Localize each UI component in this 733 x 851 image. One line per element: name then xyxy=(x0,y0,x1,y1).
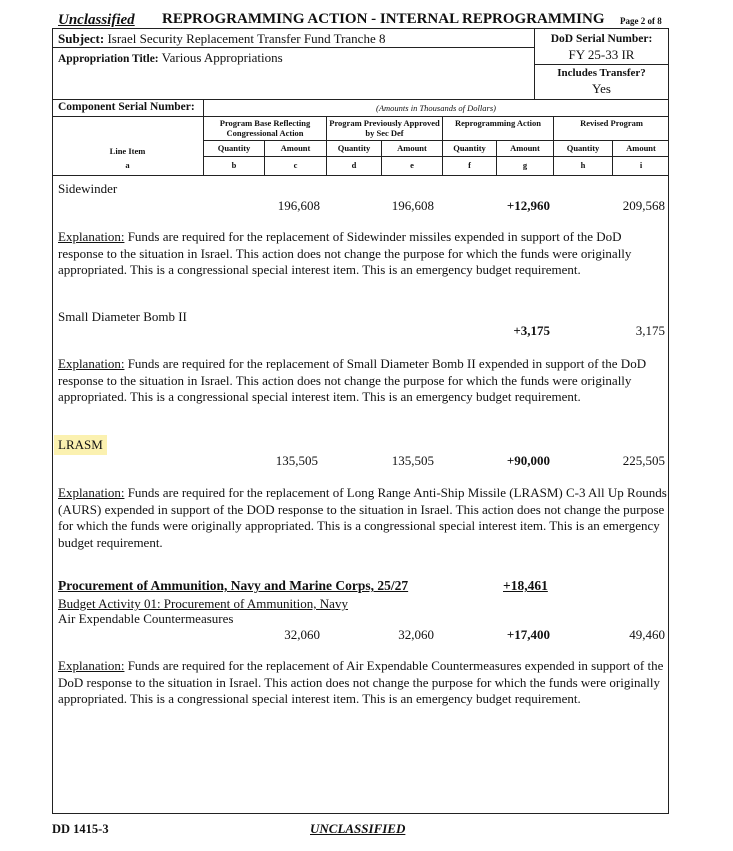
subject-value: Israel Security Replacement Transfer Fund Tranche 8 xyxy=(107,31,386,46)
divider xyxy=(52,116,669,117)
col-letter: c xyxy=(293,160,298,170)
group-header-revised: Revised Program xyxy=(580,118,643,128)
group-header-previous: Program Previously Approved by Sec Def xyxy=(329,118,440,138)
revised-amount: 49,460 xyxy=(629,627,665,642)
base-amount: 196,608 xyxy=(277,198,320,213)
explanation-label: Explanation: xyxy=(58,485,125,500)
appropriation-label: Appropriation Title: xyxy=(58,53,159,65)
revised-amount: 3,175 xyxy=(635,323,665,338)
explanation xyxy=(58,658,668,708)
section-total: +18,461 xyxy=(503,578,548,593)
explanation-text: Funds are required for the replacement of Long Range Anti-Ship Missile (LRASM) C-3 All Up Rounds (AURS) expended in support of the DOD response to the situation in Israel. This action does not change the purpose for which the funds were originally appropriated. This is a congressional special interest item. This is an emergency budget requirement. xyxy=(58,485,667,550)
group-header-action: Reprogramming Action xyxy=(454,118,542,128)
divider xyxy=(52,47,534,48)
revised-amount: 225,505 xyxy=(622,453,665,468)
amounts-note: (Amounts in Thousands of Dollars) xyxy=(376,103,496,113)
budget-activity: Budget Activity 01: Procurement of Ammunition, Navy xyxy=(58,596,348,611)
divider xyxy=(534,64,669,65)
classification-top: Unclassified xyxy=(58,12,135,28)
col-header-quantity: Quantity xyxy=(566,143,600,153)
explanation-text: Funds are required for the replacement of Sidewinder missiles expended in support of the DoD response to the situation in Israel. This action does not change the purpose for which the funds were originally appropriated. This is a congressional special interest item. This is an emergency budget requirement. xyxy=(58,229,632,277)
base-amount: 32,060 xyxy=(284,627,320,642)
action-amount: +17,400 xyxy=(506,627,550,642)
col-letter: a xyxy=(125,160,130,170)
explanation-text: Funds are required for the replacement of Air Expendable Countermeasures expended in support of the DoD response to the situation in Israel. This action does not change the purpose for which the funds were originally appropriated. This is a congressional special interest item. This is an emergency budget requirement. xyxy=(58,658,664,706)
previous-amount: 196,608 xyxy=(391,198,434,213)
explanation-label: Explanation: xyxy=(58,658,125,673)
action-amount: +3,175 xyxy=(513,323,550,338)
explanation-label: Explanation: xyxy=(58,229,125,244)
explanation xyxy=(58,485,668,551)
col-header-quantity: Quantity xyxy=(337,143,371,153)
divider xyxy=(203,140,669,141)
col-letter: e xyxy=(410,160,414,170)
component-serial-label: Component Serial Number: xyxy=(58,101,195,113)
col-header-amount: Amount xyxy=(510,143,540,153)
previous-amount: 135,505 xyxy=(391,453,434,468)
col-letter: h xyxy=(580,160,586,170)
explanation-text: Funds are required for the replacement of Small Diameter Bomb II expended in support of the DoD response to the situation in Israel. This action does not change the purpose for which the funds were originally appropriated. This is a congressional special interest item. This is an emergency budget requirement. xyxy=(58,356,647,404)
explanation xyxy=(58,229,668,279)
line-item-name: Air Expendable Countermeasures xyxy=(58,611,234,626)
action-amount: +12,960 xyxy=(506,198,550,213)
col-letter: i xyxy=(639,160,643,170)
explanation-label: Explanation: xyxy=(58,356,125,371)
appropriation-value: Various Appropriations xyxy=(161,50,283,65)
previous-amount: 32,060 xyxy=(398,627,434,642)
line-item-name: Sidewinder xyxy=(58,181,118,196)
col-header-amount: Amount xyxy=(280,143,311,153)
line-item-name-highlighted: LRASM xyxy=(54,435,107,455)
col-letter: f xyxy=(468,160,471,170)
section-title: Procurement of Ammunition, Navy and Marine Corps, 25/27 xyxy=(58,578,409,593)
includes-transfer-label: Includes Transfer? xyxy=(557,67,646,79)
document-title: REPROGRAMMING ACTION - INTERNAL REPROGRAMMING xyxy=(162,11,605,27)
col-letter: g xyxy=(522,160,528,170)
divider xyxy=(52,175,669,176)
form-id: DD 1415-3 xyxy=(52,822,109,836)
revised-amount: 209,568 xyxy=(622,198,665,213)
col-letter: b xyxy=(231,160,237,170)
includes-transfer-value: Yes xyxy=(592,81,611,96)
col-header-amount: Amount xyxy=(397,143,427,153)
action-amount: +90,000 xyxy=(506,453,550,468)
appropriation-row xyxy=(58,50,283,66)
divider xyxy=(203,156,669,157)
col-header-amount: Amount xyxy=(626,143,656,153)
divider xyxy=(52,99,669,100)
line-item-name: Small Diameter Bomb II xyxy=(58,309,187,324)
subject-label: Subject: xyxy=(58,31,105,46)
line-item-header: Line Item xyxy=(109,146,146,156)
col-header-quantity: Quantity xyxy=(217,143,251,153)
dod-serial-label: DoD Serial Number: xyxy=(550,33,653,45)
dod-serial-value: FY 25-33 IR xyxy=(568,47,635,62)
col-header-quantity: Quantity xyxy=(453,143,486,153)
explanation xyxy=(58,356,668,406)
group-header-base: Program Base Reflecting Congressional Action xyxy=(219,118,311,138)
classification-bottom: UNCLASSIFIED xyxy=(310,821,406,836)
page-number: Page 2 of 8 xyxy=(620,16,662,26)
base-amount: 135,505 xyxy=(275,453,318,468)
col-letter: d xyxy=(351,160,357,170)
subject-row xyxy=(58,31,385,47)
